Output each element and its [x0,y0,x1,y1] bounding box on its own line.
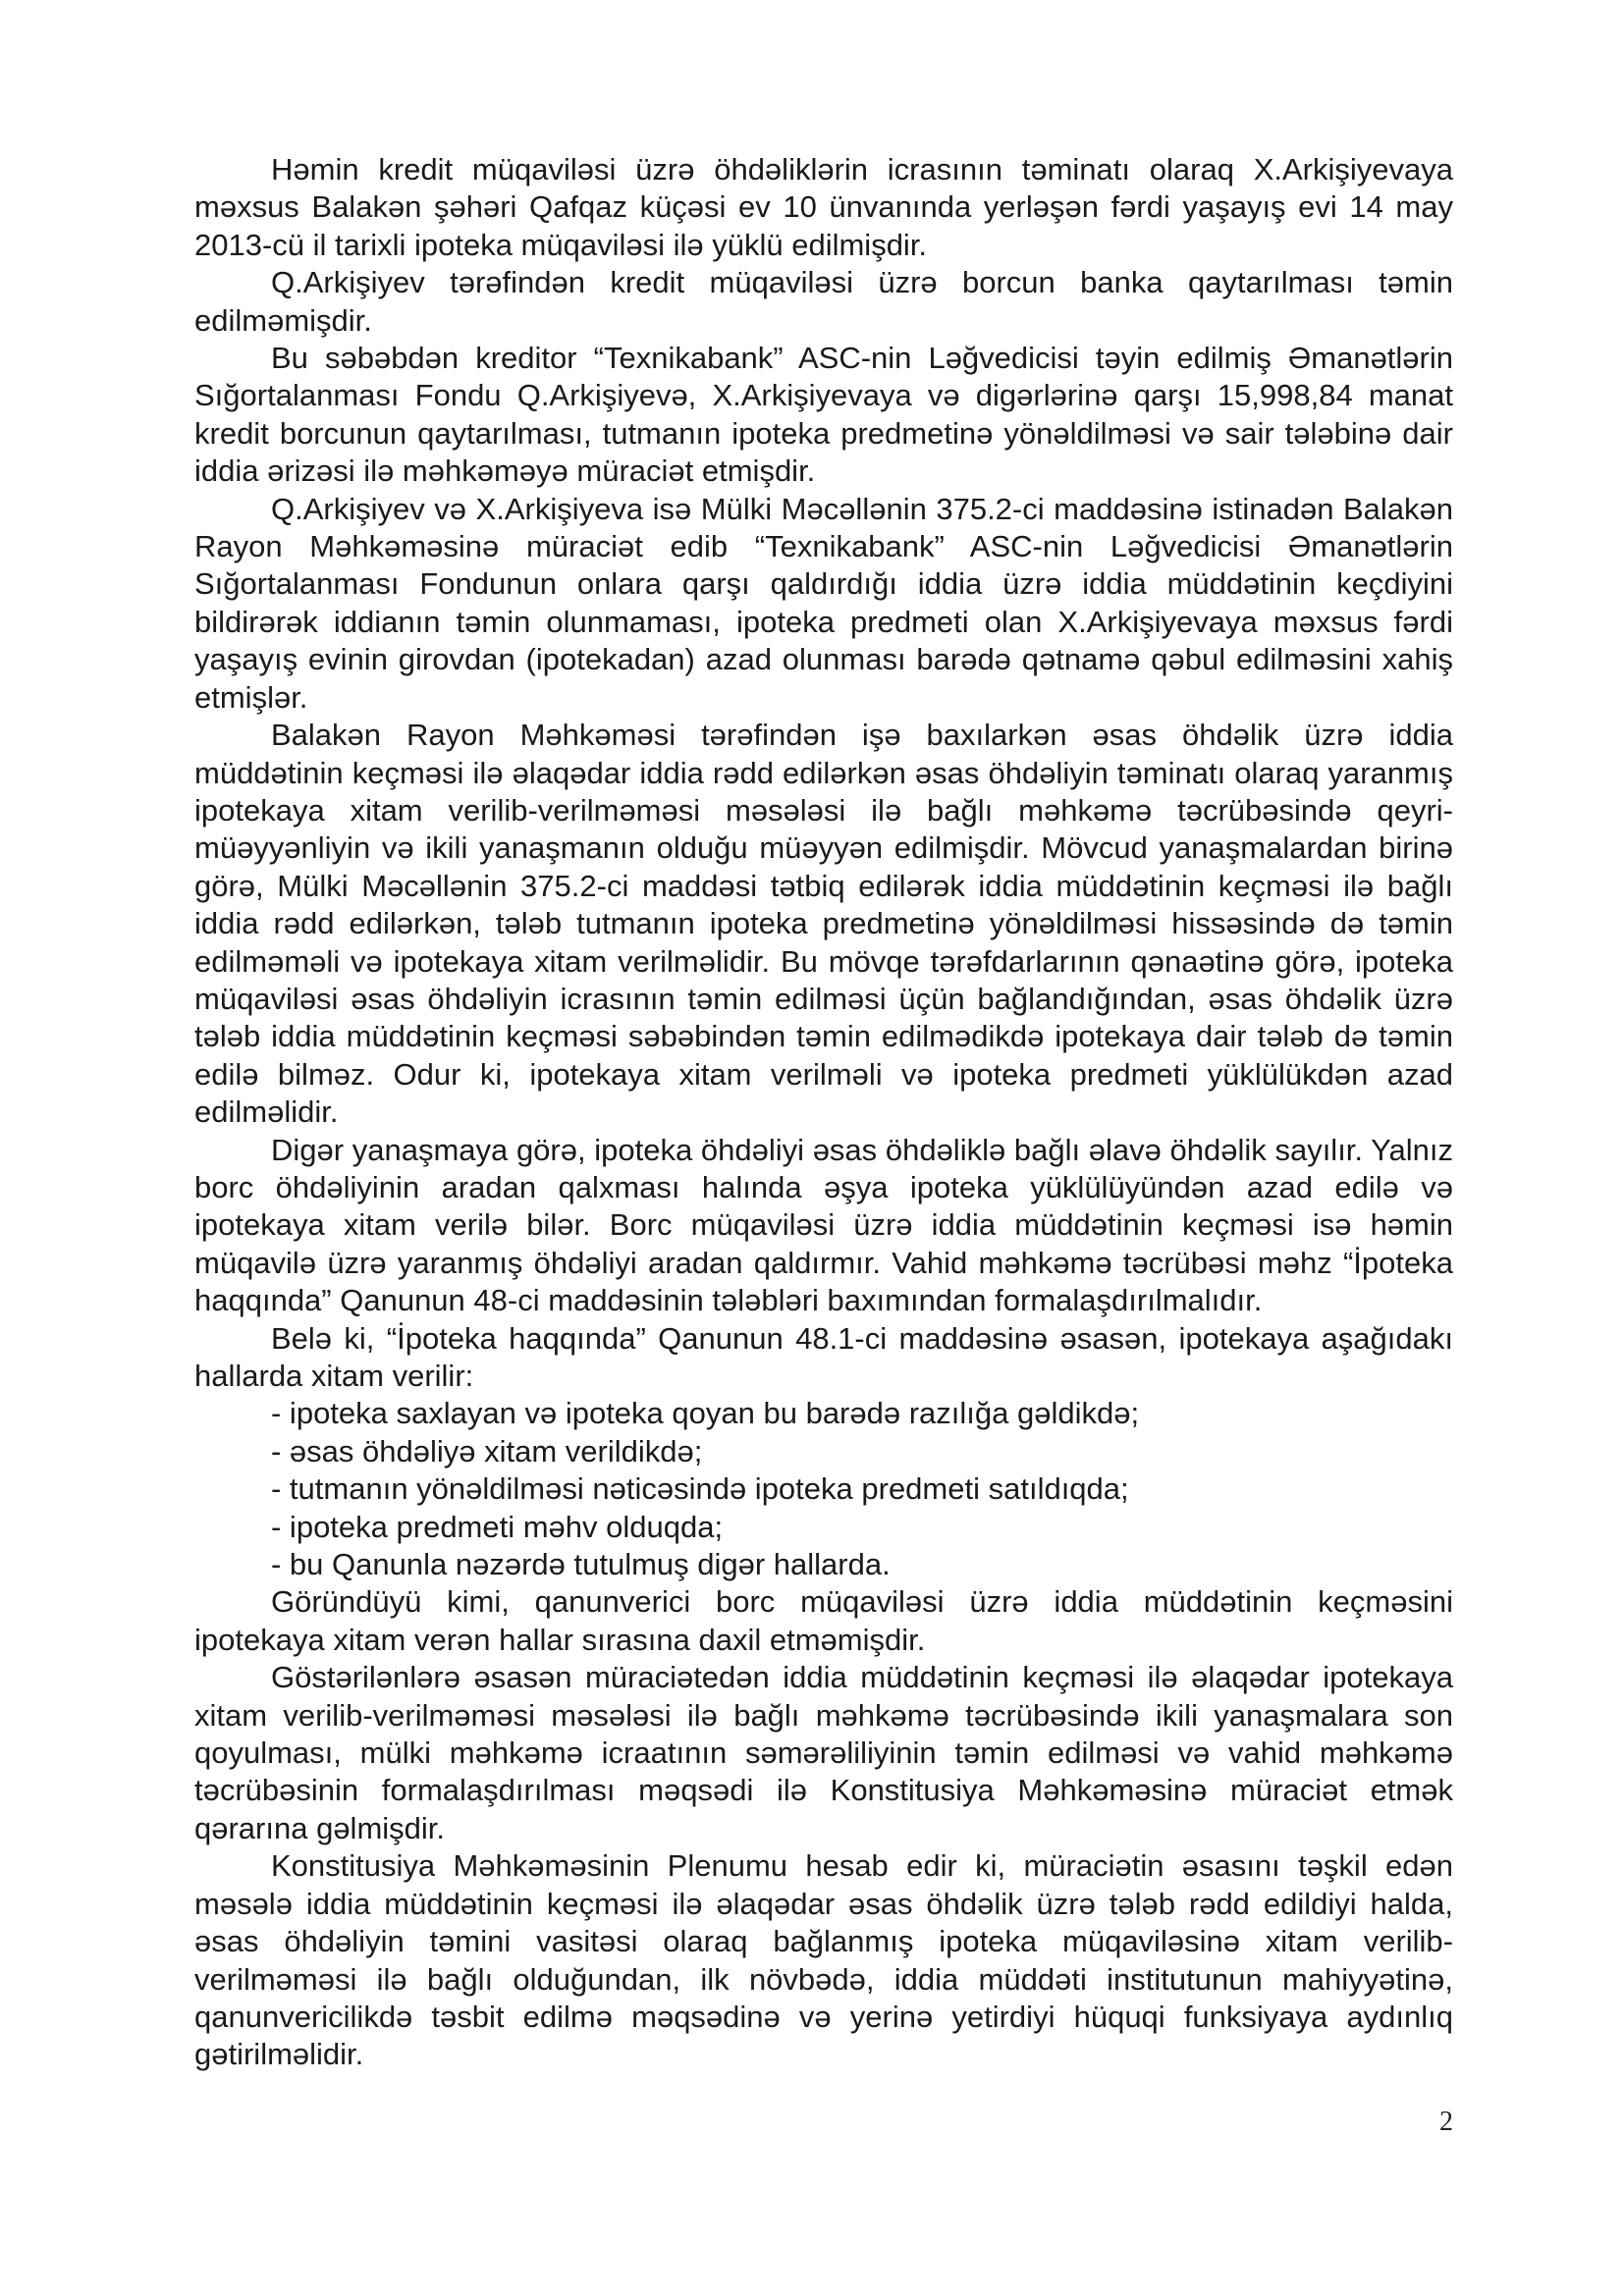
paragraph-6: Digər yanaşmaya görə, ipoteka öhdəliyi əsas öhdəliklə bağlı əlavə öhdəlik sayılır. Yalnız borc öhdəliyinin aradan qalxması halında əşya ipoteka yüklülüyündən azad edilə və ipotekaya xitam verilə bilər. Borc müqaviləsi üzrə iddia müddətinin keçməsi isə həmin müqavilə üzrə yaranmış öhdəliyi aradan qaldırmır. Vahid məhkəmə təcrübəsi məhz “İpoteka haqqında” Qanunun 48-ci maddəsinin tələbləri baxımından formalaşdırılmalıdır. [194,1132,1453,1318]
paragraph-7: Belə ki, “İpoteka haqqında” Qanunun 48.1-ci maddəsinə əsasən, ipotekaya aşağıdakı hallarda xitam verilir: [194,1320,1453,1393]
paragraph-3: Bu səbəbdən kreditor “Texnikabank” ASC-nin Ləğvedicisi təyin edilmiş Əmanətlərin Sığortalanması Fondu Q.Arkişiyevə, X.Arkişiyevaya və digərlərinə qarşı 15,998,84 manat kredit borcunun qaytarılması, tutmanın ipoteka predmetinə yönəldilməsi və sair tələbinə dair iddia ərizəsi ilə məhkəməyə müraciət etmişdir. [194,341,1453,489]
list-item: - əsas öhdəliyə xitam verildikdə; [271,1433,703,1468]
paragraph-1: Həmin kredit müqaviləsi üzrə öhdəliklərin icrasının təminatı olaraq X.Arkişiyevaya məxsus Balakən şəhəri Qafqaz küçəsi ev 10 ünvanında yerləşən fərdi yaşayış evi 14 may 2013-cü il tarixli ipoteka müqaviləsi ilə yüklü edilmişdir. [194,152,1453,262]
page-number: 2 [1439,2107,1453,2137]
paragraph-10: Konstitusiya Məhkəməsinin Plenumu hesab edir ki, müraciətin əsasını təşkil edən məsələ iddia müddətinin keçməsi ilə əlaqədar əsas öhdəlik üzrə tələb rədd edildiyi halda, əsas öhdəliyin təmini vasitəsi olaraq bağlanmış ipoteka müqaviləsinə xitam verilib-verilməməsi ilə bağlı olduğundan, ilk növbədə, iddia müddəti institutunun mahiyyətinə, qanunvericilikdə təsbit edilmə məqsədinə və yerinə yetirdiyi hüquqi funksiyaya aydınlıq gətirilməlidir. [194,1848,1453,2072]
list-item: - bu Qanunla nəzərdə tutulmuş digər hallarda. [271,1547,891,1582]
paragraph-2: Q.Arkişiyev tərəfindən kredit müqaviləsi üzrə borcun banka qaytarılması təmin edilməmişdir. [194,265,1453,338]
paragraph-5: Balakən Rayon Məhkəməsi tərəfindən işə baxılarkən əsas öhdəlik üzrə iddia müddətinin keçməsi ilə əlaqədar iddia rədd edilərkən əsas öhdəliyin təminatı olaraq yaranmış ipotekaya xitam verilib-verilməməsi məsələsi ilə bağlı məhkəmə təcrübəsində qeyri-müəyyənliyin və ikili yanaşmanın olduğu müəyyən edilmişdir. Mövcud yanaşmalardan birinə görə, Mülki Məcəllənin 375.2-ci maddəsi tətbiq edilərək iddia müddətinin keçməsi ilə bağlı iddia rədd edilərkən, tələb tutmanın ipoteka predmetinə yönəldilməsi hissəsində də təmin edilməməli və ipotekaya xitam verilməlidir. Bu mövqe tərəfdarlarının qənaətinə görə, ipoteka müqaviləsi əsas öhdəliyin icrasının təmin edilməsi üçün bağlandığından, əsas öhdəlik üzrə tələb iddia müddətinin keçməsi səbəbindən təmin edilmədikdə ipotekaya dair tələb də təmin edilə bilməz. Odur ki, ipotekaya xitam verilməli və ipoteka predmeti yüklülükdən azad edilməlidir. [194,718,1453,1130]
paragraph-8: Göründüyü kimi, qanunverici borc müqaviləsi üzrə iddia müddətinin keçməsini ipotekaya xitam verən hallar sırasına daxil etməmişdir. [194,1584,1453,1657]
paragraph-9: Göstərilənlərə əsasən müraciətedən iddia müddətinin keçməsi ilə əlaqədar ipotekaya xitam verilib-verilməməsi məsələsi ilə bağlı məhkəmə təcrübəsində ikili yanaşmalara son qoyulması, mülki məhkəmə icraatının səmərəliliyinin təmin edilməsi və vahid məhkəmə təcrübəsinin formalaşdırılması məqsədi ilə Konstitusiya Məhkəməsinə müraciət etmək qərarına gəlmişdir. [194,1660,1453,1845]
paragraph-4: Q.Arkişiyev və X.Arkişiyeva isə Mülki Məcəllənin 375.2-ci maddəsinə istinadən Balakən Rayon Məhkəməsinə müraciət edib “Texnikabank” ASC-nin Ləğvedicisi Əmanətlərin Sığortalanması Fondunun onlara qarşı qaldırdığı iddia üzrə iddia müddətinin keçdiyini bildirərək iddianın təmin olunmaması, ipoteka predmeti olan X.Arkişiyevaya məxsus fərdi yaşayış evinin girovdan (ipotekadan) azad olunması barədə qətnamə qəbul edilməsini xahiş etmişlər. [194,491,1453,715]
document-body [194,151,1453,2074]
termination-grounds-list [194,1395,1453,1583]
list-item: - tutmanın yönəldilməsi nəticəsində ipoteka predmeti satıldıqda; [271,1471,1129,1507]
list-item: - ipoteka predmeti məhv olduqda; [271,1509,724,1544]
list-item: - ipoteka saxlayan və ipoteka qoyan bu barədə razılığa gəldikdə; [271,1396,1140,1431]
